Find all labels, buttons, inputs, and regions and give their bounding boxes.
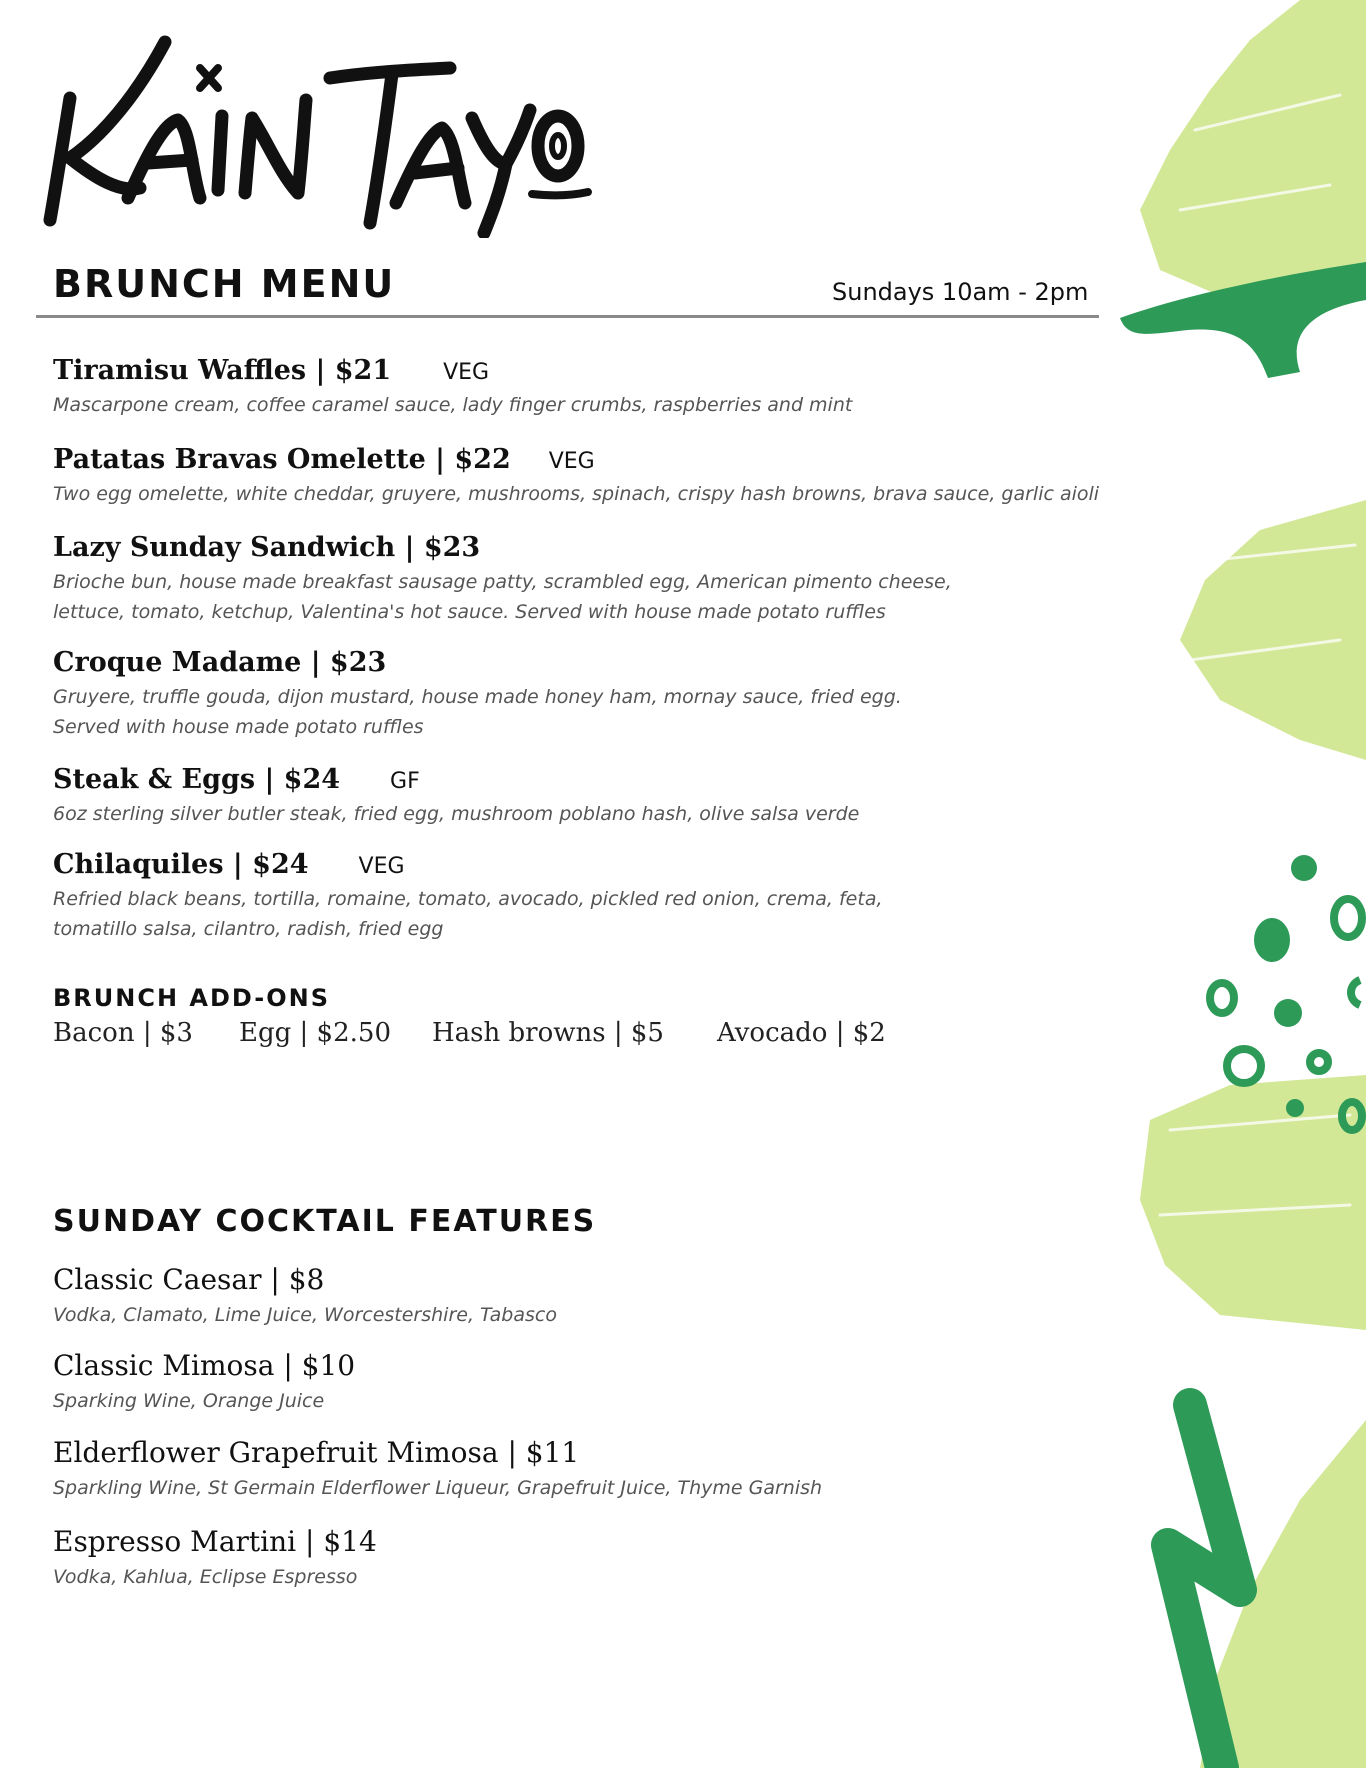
item-description: Brioche bun, house made breakfast sausage patty, scrambled egg, American pimento cheese, xyxy=(53,571,952,593)
cocktail-name: Classic Caesar | $8 xyxy=(53,1263,325,1296)
item-name: Patatas Bravas Omelette | $22 xyxy=(53,444,511,475)
item-description: Gruyere, truffle gouda, dijon mustard, house made honey ham, mornay sauce, fried egg. xyxy=(53,686,902,708)
cocktail-item xyxy=(53,1263,557,1330)
item-description: lettuce, tomato, ketchup, Valentina's hot sauce. Served with house made potato ruffles xyxy=(53,601,886,623)
addons-list xyxy=(53,1018,886,1048)
cocktail-description: Sparking Wine, Orange Juice xyxy=(53,1390,325,1412)
item-description: tomatillo salsa, cilantro, radish, fried egg xyxy=(53,918,444,940)
menu-item xyxy=(53,444,1099,509)
cocktail-name: Classic Mimosa | $10 xyxy=(53,1349,356,1382)
menu-item xyxy=(53,764,859,829)
cocktail-item xyxy=(53,1436,822,1503)
item-name: Croque Madame | $23 xyxy=(53,647,387,678)
menu-hours: Sundays 10am - 2pm xyxy=(832,278,1089,306)
menu-title: BRUNCH MENU xyxy=(53,262,396,306)
item-description: 6oz sterling silver butler steak, fried egg, mushroom poblano hash, olive salsa verde xyxy=(53,803,860,825)
header-divider xyxy=(36,315,1099,318)
cocktail-name: Espresso Martini | $14 xyxy=(53,1525,377,1558)
cocktails-title: SUNDAY COCKTAIL FEATURES xyxy=(53,1204,597,1239)
menu-item xyxy=(53,532,952,627)
item-description: Two egg omelette, white cheddar, gruyere, mushrooms, spinach, crispy hash browns, brava sauce, garlic aioli xyxy=(53,483,1100,505)
addon-item: Bacon | $3 xyxy=(53,1018,193,1048)
kain-tayo-logo xyxy=(40,28,620,238)
menu-item xyxy=(53,355,852,420)
cocktail-description: Vodka, Clamato, Lime Juice, Worcestershire, Tabasco xyxy=(53,1304,557,1326)
addon-item: Egg | $2.50 xyxy=(239,1018,391,1048)
cocktail-item xyxy=(53,1349,355,1416)
dietary-tag: GF xyxy=(390,769,420,794)
menu-item xyxy=(53,647,902,742)
item-description: Mascarpone cream, coffee caramel sauce, lady finger crumbs, raspberries and mint xyxy=(53,394,853,416)
addon-item: Hash browns | $5 xyxy=(432,1018,664,1048)
dietary-tag: VEG xyxy=(358,854,405,879)
item-name: Chilaquiles | $24 xyxy=(53,849,309,880)
item-name: Lazy Sunday Sandwich | $23 xyxy=(53,532,481,563)
item-name: Tiramisu Waffles | $21 xyxy=(53,355,392,386)
item-name: Steak & Eggs | $24 xyxy=(53,764,341,795)
item-description: Served with house made potato ruffles xyxy=(53,716,424,738)
cocktail-item xyxy=(53,1525,377,1592)
cocktail-description: Vodka, Kahlua, Eclipse Espresso xyxy=(53,1566,358,1588)
cocktail-description: Sparkling Wine, St Germain Elderflower Liqueur, Grapefruit Juice, Thyme Garnish xyxy=(53,1477,823,1499)
addon-item: Avocado | $2 xyxy=(717,1018,886,1048)
dietary-tag: VEG xyxy=(443,360,490,385)
addons-title: BRUNCH ADD-ONS xyxy=(53,984,330,1012)
dietary-tag: VEG xyxy=(548,449,595,474)
menu-item xyxy=(53,849,883,944)
item-description: Refried black beans, tortilla, romaine, tomato, avocado, pickled red onion, crema, feta, xyxy=(53,888,883,910)
cocktail-name: Elderflower Grapefruit Mimosa | $11 xyxy=(53,1436,580,1469)
